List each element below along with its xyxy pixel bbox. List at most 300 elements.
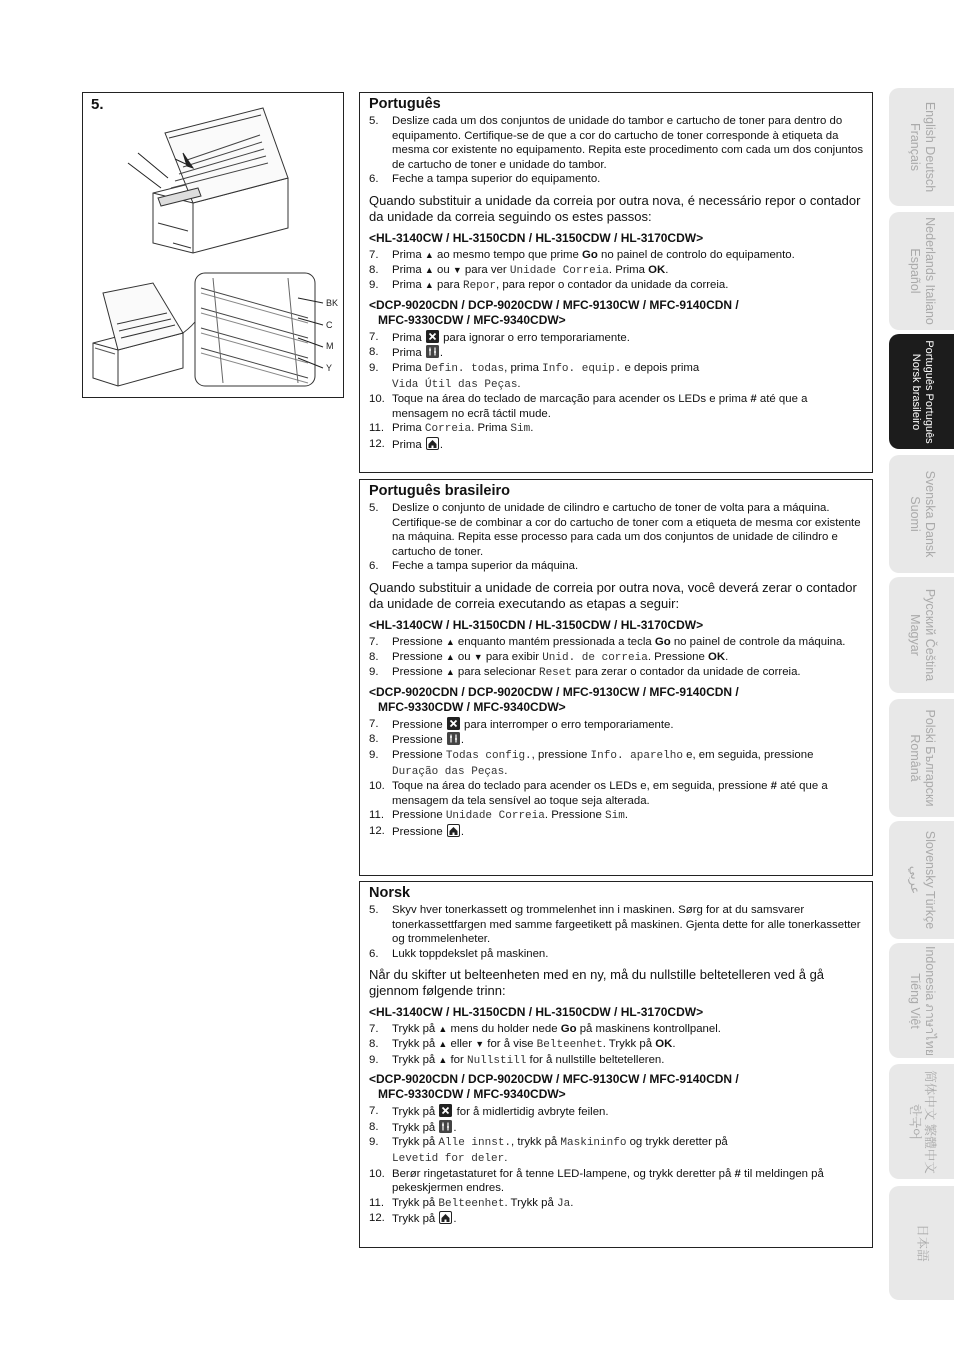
language-name: 日本語 [915,1224,929,1262]
step-text [392,263,864,279]
list-item [369,1196,864,1212]
text-run: no painel de controlo do equipamento. [597,248,795,261]
list-item [369,1037,864,1053]
step-number: 8. [369,1037,379,1050]
home-icon [438,1213,453,1225]
text-run: Prima [392,248,425,261]
language-tab-label [907,589,937,681]
language-name: Magyar [907,614,922,656]
section-norsk [359,881,873,1248]
step-text [392,717,864,733]
list-item [369,501,864,559]
text-run: . [453,1121,457,1134]
text-run: Pressione [392,650,446,663]
text-run: . [624,809,628,822]
text-run: for å vise [484,1037,537,1050]
language-name: Nederlands Italiano [922,217,937,325]
text-run: Trykk på [392,1136,439,1149]
screen-text: Unid. de correia [542,651,648,664]
list-item [369,903,864,947]
list-item [369,559,864,574]
list-item [369,650,864,666]
down-arrow-icon: ▼ [475,1038,485,1049]
up-arrow-icon: ▲ [424,249,434,260]
settings-tools-icon [446,734,461,746]
list-item [369,361,864,392]
text-run: . [530,422,534,435]
close-x-icon [425,332,440,344]
step-text [392,114,864,172]
step-text [392,421,864,437]
text-run: . [504,764,508,777]
callout-y: Y [326,363,333,373]
step-text [392,361,864,392]
step-text [392,808,864,824]
text-run: e depois prima [621,361,700,374]
text-run: enquanto mantém pressionada a tecla [454,635,655,648]
text-run: Trykk på [392,1121,439,1134]
language-name: Suomi [907,496,922,532]
text-run: . Prima [608,263,649,276]
callout-bk: BK [326,298,339,308]
step-text [392,1120,864,1136]
language-name: Slovensky Türkçe [922,830,937,930]
list-item [369,114,864,172]
step-text [392,501,864,559]
language-tab[interactable] [889,577,954,693]
text-run: Trykk på [392,1213,439,1226]
list-item [369,1167,864,1196]
step-number: 10. [369,393,385,406]
text-run: . [439,438,444,451]
model-heading [369,618,864,633]
language-tab-label [907,945,937,1055]
language-tab[interactable] [889,455,954,573]
home-icon [425,439,440,451]
language-tab[interactable] [889,1186,954,1300]
step-text [392,437,864,453]
language-tab[interactable] [889,821,954,939]
screen-text: Nullstill [466,1054,527,1067]
language-name: Русский Čeština [922,588,937,682]
step-number: 8. [369,1120,379,1133]
key-label: OK [655,1037,673,1050]
list-item [369,1135,864,1166]
text-run: ao mesmo tempo que prime [433,248,582,261]
model-line: <HL-3140CW / HL-3150CDN / HL-3150CDW / HL-3170CDW> [369,230,704,245]
step-text [392,1022,864,1037]
language-name: 简体中文 繁體中文 [922,1069,937,1174]
key-label: OK [648,263,666,276]
step-text [392,635,864,650]
text-run: para interromper o erro temporariamente. [460,718,674,731]
text-run: . Pressione [647,650,708,663]
step-number: 10. [369,1167,385,1180]
text-run: for å nullstille beltetelleren. [526,1053,665,1066]
callout-c: C [326,320,333,330]
text-run: , pressione [531,748,591,761]
step-number: 8. [369,346,379,359]
text-run: Prima [392,279,425,292]
list-item [369,665,864,681]
model-heading [369,685,864,715]
text-run: Trykk på [392,1106,439,1119]
text-run: . [570,1196,574,1209]
step-text [392,1167,864,1196]
list-item [369,437,864,453]
screen-text: Repor [462,280,496,293]
step-number: 7. [369,635,379,648]
text-run: . [453,1213,457,1226]
step-text [392,1196,864,1212]
step-text [392,345,864,361]
text-run: for [447,1053,467,1066]
step-text [392,650,864,666]
model-line: MFC-9330CDW / MFC-9340CDW> [378,699,566,714]
step-text [392,392,864,421]
section-portugues-brasileiro [359,479,873,876]
step-number: 11. [369,809,384,822]
cartridge-detail-zoom [195,273,323,386]
language-tab[interactable] [889,1064,954,1179]
home-icon [446,826,461,838]
section-title: Português [369,96,441,112]
list-item [369,263,864,279]
step-number: 5. [369,115,379,127]
model-line: <DCP-9020CDN / DCP-9020CDW / MFC-9130CW / MFC-9140CDN / [369,297,739,312]
text-run: Pressione [392,718,446,731]
step-number: 7. [369,330,379,343]
screen-text: Correia [424,423,472,436]
text-run: para exibir [482,650,543,663]
step-number: 12. [369,824,385,837]
text-run: Trykk på [392,1196,439,1209]
language-tab-label [907,709,937,806]
screen-text: Sim [510,423,531,436]
screen-text: Info. equip. [542,362,622,375]
text-run: og trykk deretter på [626,1136,728,1149]
step-number: 9. [369,748,379,761]
list-item [369,779,864,808]
language-name: 한국어 [907,1103,922,1140]
text-run: på maskinens kontrollpanel. [576,1023,721,1036]
step-text [392,903,864,947]
step-number: 5. [369,502,379,514]
up-arrow-icon: ▲ [445,651,455,662]
text-run: . Prima [471,422,511,435]
step-number: 7. [369,1023,379,1036]
up-arrow-icon: ▲ [424,280,434,291]
language-tab-label [907,102,937,192]
text-run: Prima [392,438,425,451]
screen-text: Alle innst. [438,1137,512,1150]
section-paragraph: Når du skifter ut belteenheten med en ny, må du nullstille beltetelleren ved å gå gjennom følgende trinn: [369,967,825,999]
step-number: 8. [369,263,379,276]
step-number: 10. [369,780,385,793]
up-arrow-icon: ▲ [445,667,455,678]
list-item [369,1104,864,1120]
printer-small [93,283,201,386]
screen-text: Todas config. [445,749,532,762]
step-number: 12. [369,437,385,450]
step-text [392,559,864,574]
list-item [369,1022,864,1037]
step-number: 12. [369,1212,385,1225]
step-text [392,824,864,840]
model-line: <DCP-9020CDN / DCP-9020CDW / MFC-9130CW / MFC-9140CDN / [369,684,739,699]
list-item [369,808,864,824]
language-tab-label [914,1224,929,1262]
text-run: Pressione [392,809,446,822]
text-run: Prima [392,263,425,276]
step-text [392,248,864,263]
screen-text: Reset [538,667,572,680]
text-run: Pressione [392,825,446,838]
step-number: 5. [369,904,379,916]
step-number: 8. [369,733,379,746]
text-run: ou [454,650,474,663]
text-run: . Trykk på [602,1037,656,1050]
text-run: for å midlertidig avbryte feilen. [453,1106,609,1119]
language-tab[interactable] [889,334,954,449]
step-text [392,1135,864,1166]
key-label: Go [654,635,671,648]
list-item [369,392,864,421]
key-label: Go [560,1023,577,1036]
language-tab[interactable] [889,699,954,817]
model-heading [369,231,864,246]
printer-open-top [128,108,288,253]
language-name: Español [907,248,922,294]
settings-tools-icon [438,1122,453,1134]
step-text [392,278,864,294]
text-run: Feche a tampa superior da máquina. [392,560,579,573]
step-number: 9. [369,666,379,679]
step-number: 9. [369,1136,379,1149]
step-text [392,330,864,346]
text-run: . [460,825,464,838]
settings-tools-icon [425,347,440,359]
text-run: , para repor o contador da unidade da correia. [496,279,729,292]
list-item [369,1120,864,1136]
key-label: Go [582,248,598,261]
model-line: MFC-9330CDW / MFC-9340CDW> [378,312,566,327]
text-run: para selecionar [454,666,539,679]
text-run: para [433,279,463,292]
step-text [392,1053,864,1069]
text-run: . [439,347,444,360]
list-item [369,748,864,779]
text-run: Pressione [392,748,446,761]
language-name: Polski Български [922,709,937,807]
step-number: 9. [369,1053,379,1066]
text-run: mens du holder nede [447,1023,561,1036]
printer-illustration [83,93,345,399]
text-run: til meldingen på pekeskjermen endres. [392,1167,824,1195]
text-run: Toque na área do teclado de marcação para acender os LEDs e prima [392,393,751,406]
list-item [369,330,864,346]
step-number: 8. [369,650,379,663]
text-run: Feche a tampa superior do equipamento. [392,173,601,186]
up-arrow-icon: ▲ [438,1024,448,1035]
step-number: 6. [369,947,379,960]
step-number: 7. [369,717,379,730]
down-arrow-icon: ▼ [452,264,462,275]
text-run: Trykk på [392,1053,439,1066]
step-number: 7. [369,1105,379,1118]
illustration-box [82,92,344,398]
text-run: Pressione [392,635,446,648]
section-title: Português brasileiro [369,483,511,499]
screen-text: Ja [556,1197,571,1210]
list-item [369,345,864,361]
text-run: . [460,734,464,747]
model-heading [369,1005,864,1020]
language-tab-label [909,340,935,443]
language-tab[interactable] [889,88,954,206]
text-run: para ver [461,263,510,276]
close-x-icon [446,719,461,731]
model-line: <HL-3140CW / HL-3150CDN / HL-3150CDW / HL-3170CDW> [369,617,704,632]
text-run: no painel de controle da máquina. [670,635,846,648]
text-run: . [517,377,521,390]
step-number: 9. [369,361,379,374]
text-run: Prima [392,347,425,360]
step-text [392,779,864,808]
step-text [392,1211,864,1227]
step-number: 7. [369,248,379,261]
key-label: # [770,780,778,793]
screen-text: Duração das Peças [392,765,505,778]
text-run: Lukk toppdekslet på maskinen. [392,947,549,960]
text-run: , prima [504,361,543,374]
close-x-icon [438,1106,453,1118]
list-item [369,1211,864,1227]
section-paragraph: Quando substituir a unidade de correia por outra nova, você deverá zerar o contador da unidade de correia executando as etapas a seguir: [369,579,857,611]
screen-text: Vida Útil das Peças [392,378,518,391]
text-run: até que a mensagem no ecrã táctil mude. [392,393,808,420]
text-run: . Trykk på [504,1196,557,1209]
list-item [369,947,864,962]
list-item [369,824,864,840]
model-line: MFC-9330CDW / MFC-9340CDW> [378,1087,566,1102]
list-item [369,248,864,263]
section-title: Norsk [369,885,411,901]
list-item [369,717,864,733]
text-run: e, em seguida, pressione [682,748,814,761]
list-item [369,421,864,437]
figure-step-number: 5. [91,96,104,113]
text-run: . [665,263,669,276]
text-run: para zerar o contador da unidade de correia. [571,666,801,679]
text-run: ou [433,263,453,276]
step-number: 11. [369,1196,384,1209]
language-name: عربي [907,865,922,895]
model-heading [369,1072,864,1102]
key-label: # [750,393,757,406]
step-text [392,732,864,748]
screen-text: Defin. todas [424,362,505,375]
list-item [369,172,864,187]
step-number: 9. [369,279,379,292]
language-tab-label [907,217,937,325]
language-tab-label [907,1070,937,1173]
up-arrow-icon: ▲ [424,264,434,275]
step-number: 6. [369,173,379,186]
list-item [369,635,864,650]
up-arrow-icon: ▲ [438,1038,448,1049]
screen-text: Belteenhet [536,1038,603,1051]
model-line: <HL-3140CW / HL-3150CDN / HL-3150CDW / HL-3170CDW> [369,1005,704,1020]
text-run: para ignorar o erro temporariamente. [439,331,630,344]
screen-text: Maskininfo [560,1137,627,1150]
model-line: <DCP-9020CDN / DCP-9020CDW / MFC-9130CW / MFC-9140CDN / [369,1072,739,1087]
text-run: Skyv hver tonerkassett og trommelenhet inn i maskinen. Sørg for at du samsvarer tonerkassettfargen med samme fargeetikett på maskinen. Gjenta dette for alle tonerkassetter og trommelenheter. [392,904,861,946]
step-text [392,1104,864,1120]
step-text [392,1037,864,1053]
text-run: Trykk på [392,1037,439,1050]
language-name: Svenska Dansk [922,470,937,558]
language-name: Tiếng Việt [907,972,922,1029]
step-text [392,947,864,962]
list-item [369,732,864,748]
up-arrow-icon: ▲ [445,636,455,647]
text-run: . [725,650,729,663]
text-run: Toque na área do teclado para acender os LEDs e, em seguida, pressione [392,780,771,793]
callout-m: M [326,341,334,351]
screen-text: Unidade Correia [509,264,609,277]
language-name: Indonesia ภาษาไทย [922,945,937,1056]
text-run: . Pressione [544,809,606,822]
language-tab[interactable] [889,212,954,330]
down-arrow-icon: ▼ [473,651,483,662]
language-name: Français [907,123,922,171]
section-portugues [359,92,873,473]
language-tab[interactable] [889,943,954,1058]
step-text [392,172,864,187]
text-run: Trykk på [392,1023,439,1036]
step-text [392,748,864,779]
text-run: eller [447,1037,476,1050]
language-name: Norsk brasileiro [909,353,922,430]
step-text [392,665,864,681]
model-heading [369,298,864,328]
list-item [369,1053,864,1069]
language-tab-label [907,831,937,929]
text-run: . [504,1151,508,1164]
screen-text: Unidade Correia [445,810,545,823]
key-label: # [734,1167,741,1180]
screen-text: Info. aparelho [590,749,683,762]
text-run: Pressione [392,666,446,679]
language-tab-label [907,471,937,558]
text-run: , trykk på [511,1136,561,1149]
text-run: Deslize cada um dos conjuntos de unidade do tambor e cartucho de toner para dentro do equipamento. Certifique-se de que a cor do cartucho de toner corresponde à etiqueta da mesma cor existente no equipamento. Repita este procedimento com cada um dos conjuntos de cartucho de toner e unidade do tambor. [392,115,864,171]
text-run: até que a mensagem da tela sensível ao toque seja alterada. [392,780,828,807]
screen-text: Belteenhet [438,1197,505,1210]
text-run: Deslize o conjunto de unidade de cilindro e cartucho de toner de volta para a máquina. Certifique-se de combinar a cor do cartucho de toner com a etiqueta de mesma cor existente na máquina. Repita esse processo para cada um dos conjuntos de unidade de cilindro e cartucho de toner. [392,502,861,558]
text-run: Berør ringetastaturet for å tenne LED-lampene, og trykk deretter på [392,1167,735,1180]
list-item [369,278,864,294]
language-name: English Deutsch [922,101,937,193]
step-number: 6. [369,560,379,573]
text-run: Prima [392,331,425,344]
up-arrow-icon: ▲ [438,1054,448,1065]
text-run: Pressione [392,734,446,747]
key-label: OK [707,650,726,663]
step-number: 11. [369,422,384,435]
language-name: Română [907,734,922,782]
